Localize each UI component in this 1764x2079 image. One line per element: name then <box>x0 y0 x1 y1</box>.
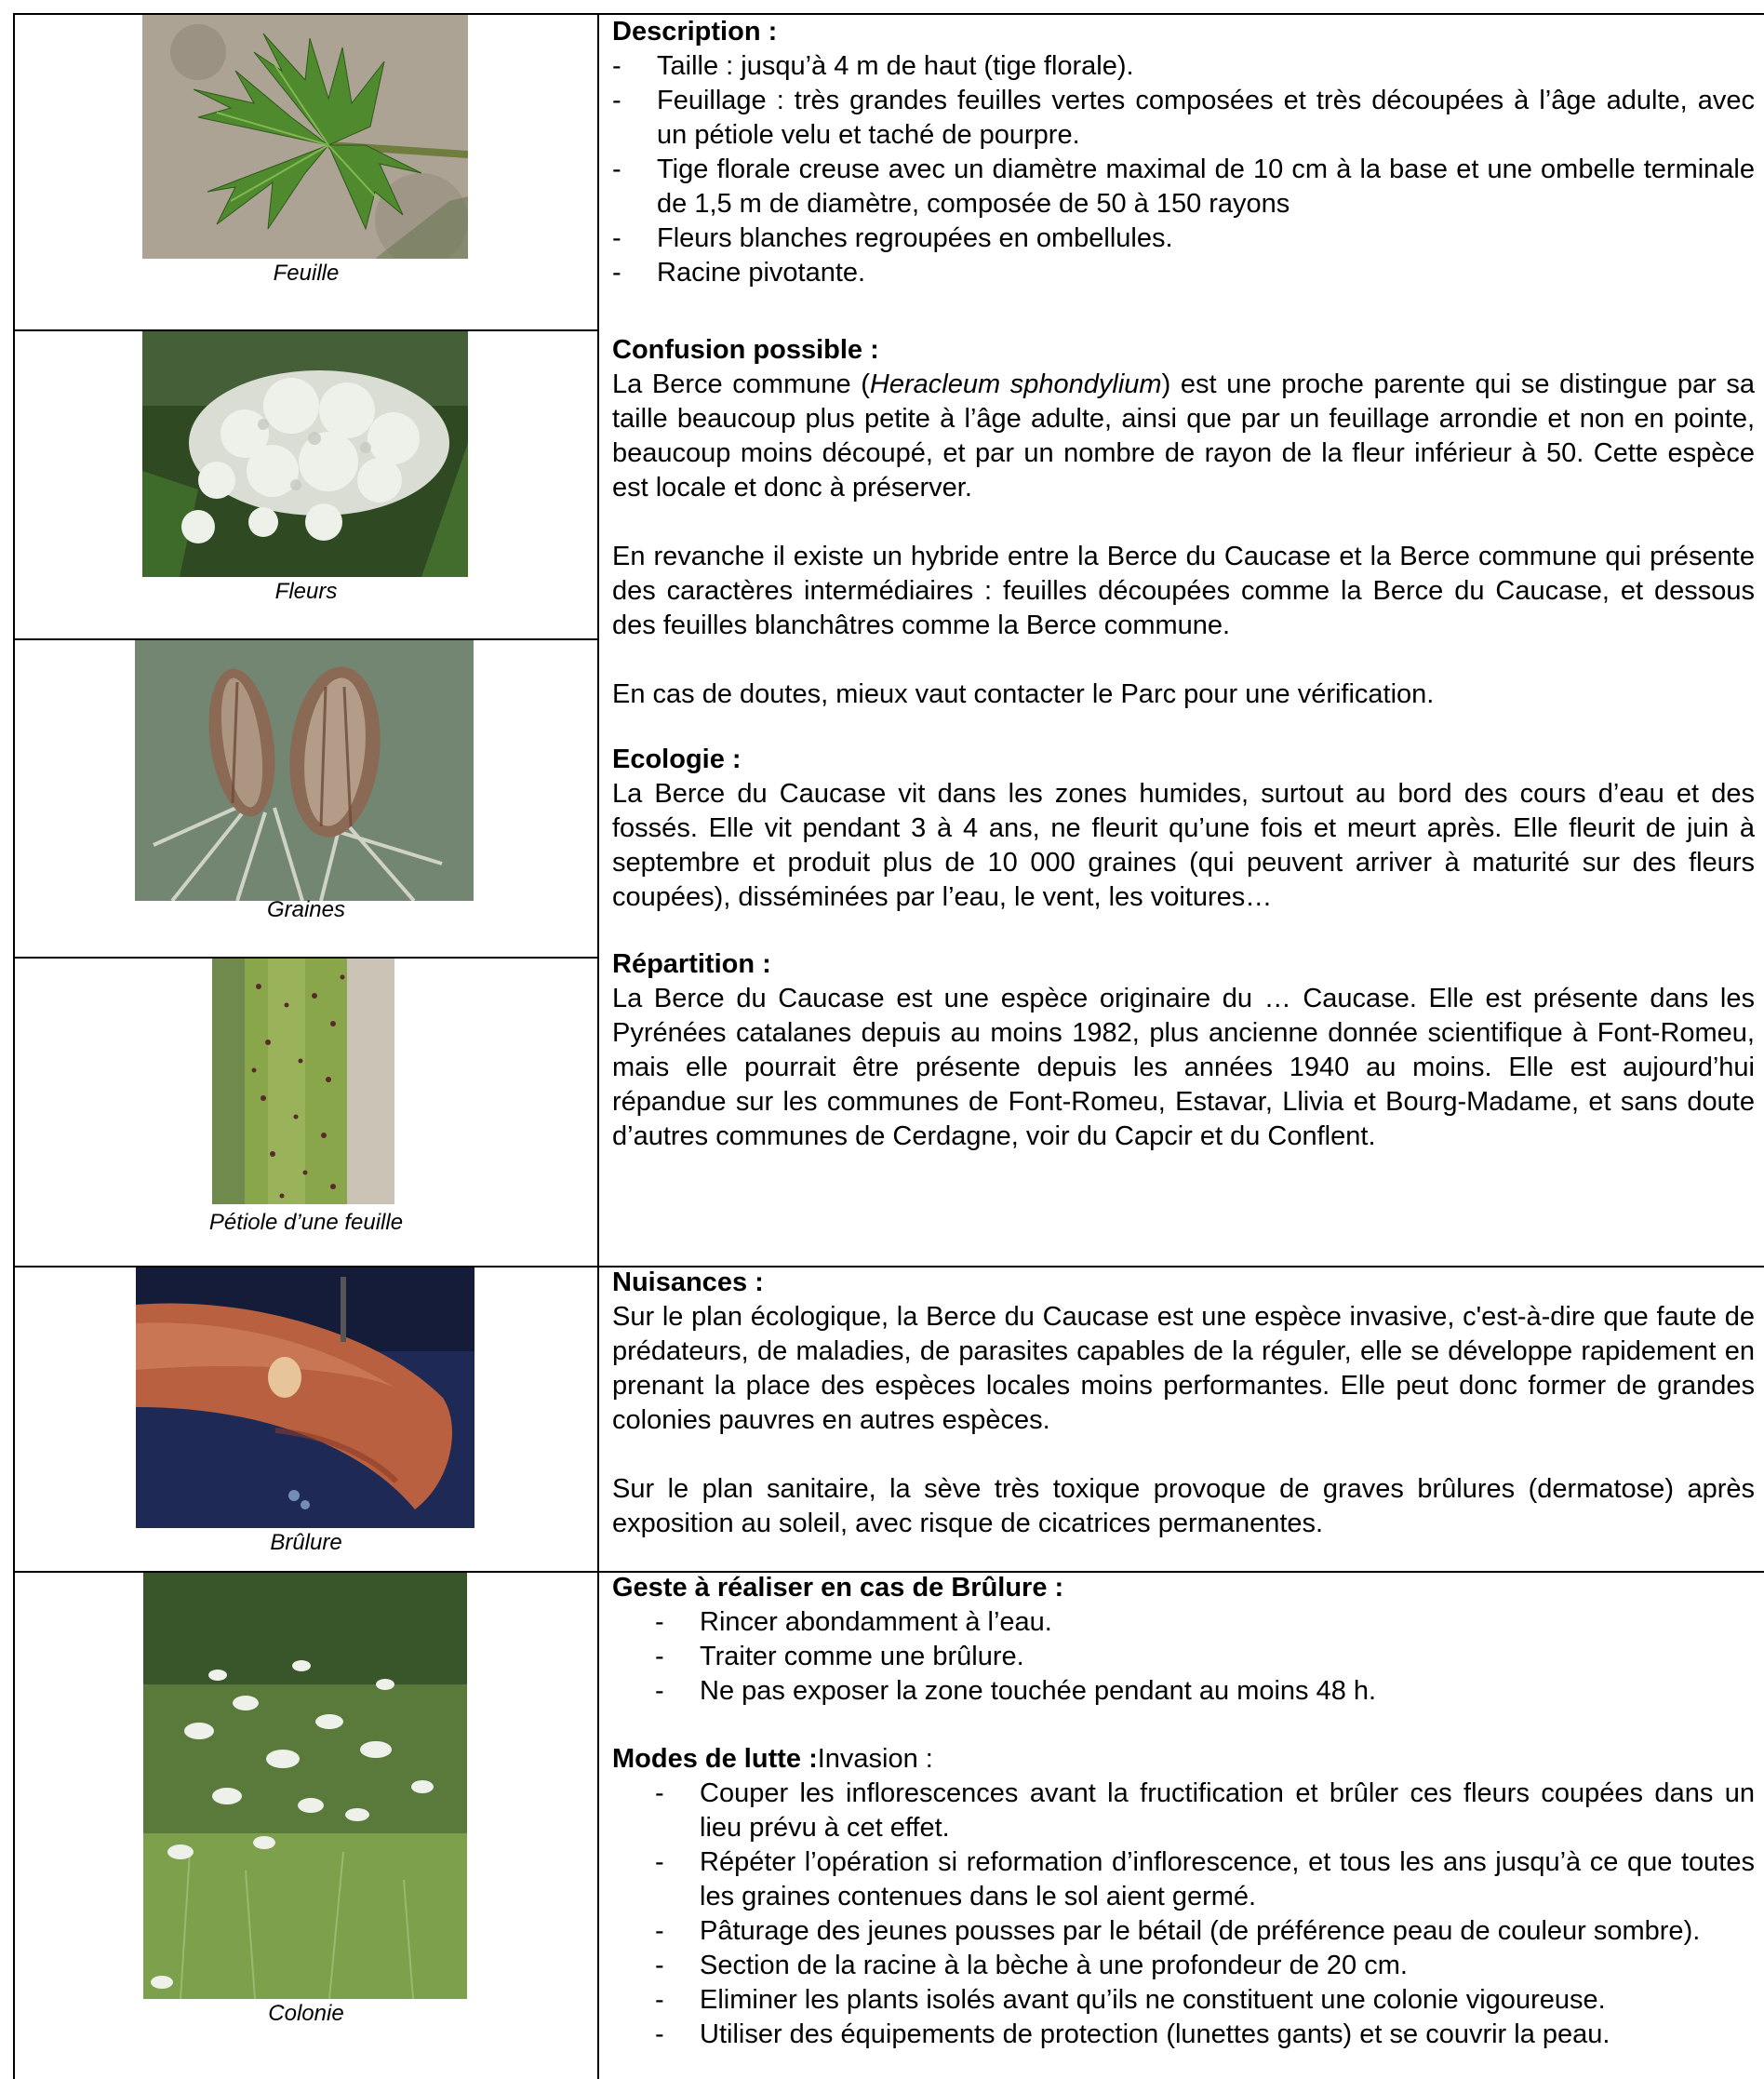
table-column-divider <box>597 13 599 2079</box>
lutte-heading-line <box>612 1742 1755 1777</box>
heading-description: Description : <box>612 17 778 47</box>
geste-item: - Traiter comme une brûlure. <box>655 1642 1024 1671</box>
repartition-text: La Berce du Caucase est une espèce originaire du … Caucase. Elle est présente dans les Pyrénées catalanes depuis au moins 1982, plus ancienne donnée scientifique à Font-Romeu, mais elle pourrait être présente depuis les années 1940 au moins. Elle est aujourd’hui répandue sur les communes de Font-Romeu, Estavar, Llivia et Bourg-Madame, et sans doute d’autres communes de Cerdagne, voir du Capcir et du Conflent. <box>612 984 1755 1151</box>
heading-nuisances: Nuisances : <box>612 1268 764 1297</box>
caption-petiole: Pétiole d’une feuille <box>208 1210 404 1235</box>
lutte-item: - Pâturage des jeunes pousses par le bétail (de préférence peau de couleur sombre). <box>655 1916 1701 1946</box>
caption-brulure: Brûlure <box>270 1530 342 1555</box>
description-item: - Tige florale creuse avec un diamètre maximal de 10 cm à la base et une ombelle terminale de 1,5 m de diamètre, composée de 50 à 150 rayons <box>612 154 1755 219</box>
lutte-subheading: Invasion : <box>817 1744 933 1774</box>
confusion-paragraph-3: En cas de doutes, mieux vaut contacter le Parc pour une vérification. <box>612 679 1435 709</box>
heading-geste: Geste à réaliser en cas de Brûlure : <box>612 1573 1064 1603</box>
lutte-item: - Eliminer les plants isolés avant qu’ils ne constituent une colonie vigoureuse. <box>655 1985 1606 2015</box>
heading-repartition: Répartition : <box>612 949 771 979</box>
heading-ecologie: Ecologie : <box>612 744 742 774</box>
section-repartition <box>612 947 1755 1154</box>
seeds-photo <box>135 640 474 901</box>
nuisances-paragraph-2: Sur le plan sanitaire, la sève très toxique provoque de graves brûlures (dermatose) après exposition au soleil, avec risque de cicatrices permanentes. <box>612 1474 1755 1538</box>
lutte-item: - Utiliser des équipements de protection (lunettes gants) et se couvrir la peau. <box>655 2019 1610 2049</box>
petiole-photo <box>212 959 394 1204</box>
description-item: - Feuillage : très grandes feuilles vertes composées et très découpées à l’âge adulte, avec un pétiole velu et taché de pourpre. <box>612 86 1755 150</box>
section-ecologie <box>612 743 1755 915</box>
caption-feuille: Feuille <box>273 261 340 286</box>
colony-photo <box>143 1573 467 1999</box>
cell-fleurs <box>15 331 597 638</box>
description-item: - Taille : jusqu’à 4 m de haut (tige florale). <box>612 51 1134 81</box>
lutte-item: - Section de la racine à la bèche à une profondeur de 20 cm. <box>655 1951 1408 1980</box>
leaf-photo <box>142 15 468 259</box>
cell-feuille <box>15 15 597 329</box>
section-geste <box>612 1571 1755 1709</box>
ecologie-text: La Berce du Caucase vit dans les zones humides, surtout au bord des cours d’eau et des fossés. Elle vit pendant 3 à 4 ans, ne fleurit qu’une fois et meurt après. Elle fleurit de juin à septembre et produit plus de 10 000 graines (qui peuvent arriver à maturité sur des fleurs coupées), disséminées par l’eau, le vent, les voitures… <box>612 779 1755 912</box>
heading-confusion: Confusion possible : <box>612 335 879 365</box>
section-description <box>612 15 1755 290</box>
geste-item: - Rincer abondamment à l’eau. <box>655 1607 1052 1637</box>
description-item: - Racine pivotante. <box>612 258 866 288</box>
burn-photo <box>136 1268 474 1528</box>
confusion-paragraph-1: La Berce commune (Heracleum sphondylium) est une proche parente qui se distingue par sa taille beaucoup plus petite à l’âge adulte, ainsi que par un feuillage arrondie et non en pointe, beaucoup moins découpé, et par un nombre de rayon de la fleur inférieur à 50. Cette espèce est locale et donc à préserver. <box>612 369 1755 503</box>
section-nuisances <box>612 1266 1755 1541</box>
cell-petiole <box>15 959 597 1266</box>
flowers-photo <box>142 331 468 577</box>
description-item: - Fleurs blanches regroupées en ombellules. <box>612 223 1173 253</box>
heading-lutte: Modes de lutte : <box>612 1744 818 1774</box>
cell-colonie <box>15 1573 597 2079</box>
nuisances-paragraph-1: Sur le plan écologique, la Berce du Caucase est une espèce invasive, c'est-à-dire que faute de prédateurs, de maladies, de parasites capables de la réguler, elle se développe rapidement en prenant la place des espèces locales moins performantes. Elle peut donc former de grandes colonies pauvres en autres espèces. <box>612 1302 1755 1435</box>
lutte-item: - Répéter l’opération si reformation d’inflorescence, et tous les ans jusqu’à ce que toutes les graines contenues dans le sol aient germé. <box>655 1847 1755 1911</box>
caption-fleurs: Fleurs <box>274 579 338 604</box>
confusion-paragraph-2: En revanche il existe un hybride entre la Berce du Caucase et la Berce commune qui présente des caractères intermédiaires : feuilles découpées comme la Berce du Caucase, et dessous des feuilles blanchâtres comme la Berce commune. <box>612 542 1755 640</box>
cell-brulure <box>15 1268 597 1571</box>
geste-item: - Ne pas exposer la zone touchée pendant au moins 48 h. <box>655 1676 1377 1706</box>
caption-graines: Graines <box>266 897 346 922</box>
caption-colonie: Colonie <box>268 2001 344 2026</box>
cell-graines <box>15 640 597 957</box>
lutte-item: - Couper les inflorescences avant la fructification et brûler ces fleurs coupées dans un lieu prévu à cet effet. <box>655 1778 1755 1843</box>
section-confusion <box>612 333 1755 712</box>
section-lutte <box>612 1742 1755 2052</box>
